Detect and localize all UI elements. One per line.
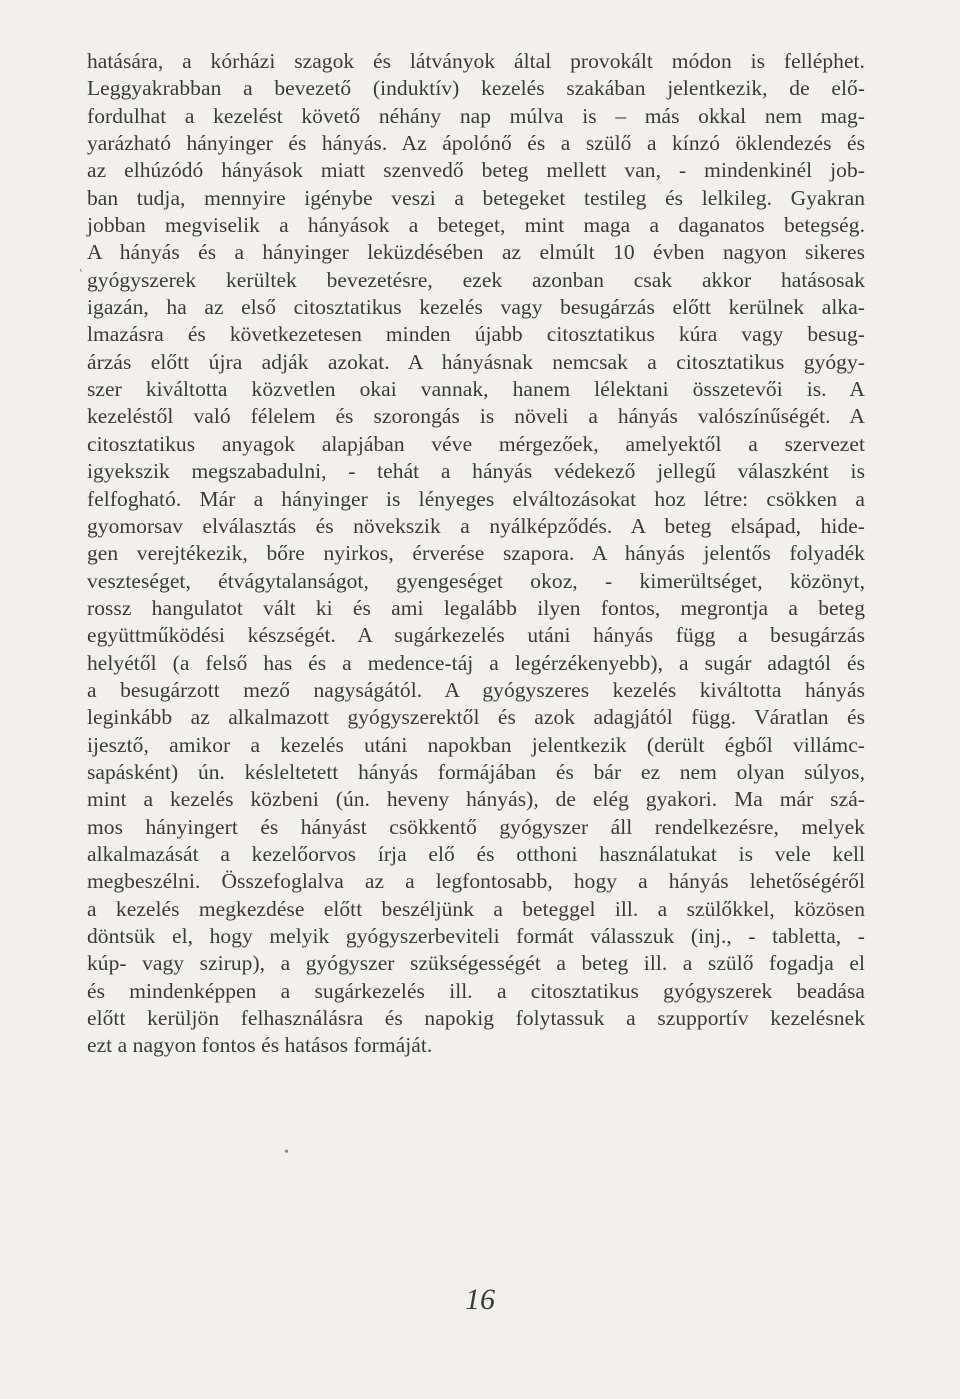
body-paragraph (87, 48, 865, 1060)
text-line: előtt kerüljön felhasználásra és napokig folytassuk a szupportív kezelésnek (87, 1006, 865, 1031)
text-line: hatására, a kórházi szagok és látványok által provokált módon is felléphet. (87, 49, 865, 73)
text-line: lmazásra és következetesen minden újabb citosztatikus kúra vagy besug- (87, 322, 865, 347)
text-line: gen verejtékezik, bőre nyirkos, érverése szapora. A hányás jelentős folyadék (87, 541, 865, 566)
text-line: felfogható. Már a hányinger is lényeges elváltozásokat hoz létre: csökken a (87, 486, 865, 511)
text-line: citosztatikus anyagok alapjában véve mérgezőek, amelyektől a szervezet (87, 431, 865, 456)
text-line: a kezelés megkezdése előtt beszéljünk a beteggel ill. a szülőkkel, közösen (87, 896, 865, 921)
text-line: az elhúzódó hányások miatt szenvedő beteg mellett van, - mindenkinél job- (87, 158, 865, 183)
text-line: kezeléstől való félelem és szorongás is növeli a hányás valószínűségét. A (87, 404, 865, 429)
text-line: igyekszik megszabadulni, - tehát a hányás védekező jellegű válaszként is (87, 459, 865, 484)
scan-speck: ˛ (79, 258, 84, 273)
text-line: sapásként) ún. késleltetett hányás formájában és bár ez nem olyan súlyos, (87, 759, 865, 784)
text-line: mos hányingert és hányást csökkentő gyógyszer áll rendelkezésre, melyek (87, 814, 865, 839)
text-line: rossz hangulatot vált ki és ami legalább ilyen fontos, megrontja a beteg (87, 595, 865, 620)
page-number: 16 (465, 1283, 495, 1316)
text-line: igazán, ha az első citosztatikus kezelés vagy besugárzás előtt kerülnek alka- (87, 295, 865, 320)
text-line-last: ezt a nagyon fontos és hatásos formáját. (87, 1033, 433, 1058)
text-line: leginkább az alkalmazott gyógyszerektől és azok adagjától függ. Váratlan és (87, 705, 865, 730)
text-line: megbeszélni. Összefoglalva az a legfontosabb, hogy a hányás lehetőségéről (87, 869, 865, 894)
text-line: kúp- vagy szirup), a gyógyszer szükségességét a beteg ill. a szülő fogadja el (87, 951, 865, 976)
scan-speck: • (284, 1145, 289, 1160)
text-line: Leggyakrabban a bevezető (induktív) kezelés szakában jelentkezik, de elő- (87, 76, 865, 101)
text-line: jobban megviselik a hányások a beteget, mint maga a daganatos betegség. (87, 213, 865, 238)
text-line: fordulhat a kezelést követő néhány nap múlva is – más okkal nem mag- (87, 103, 865, 128)
text-line: együttműködési készségét. A sugárkezelés utáni hányás függ a besugárzás (87, 623, 865, 648)
text-line: gyomorsav elválasztás és növekszik a nyálképződés. A beteg elsápad, hide- (87, 513, 865, 538)
text-line: yarázható hányinger és hányás. Az ápolónő és a szülő a kínzó öklendezés és (87, 131, 865, 156)
text-line: ban tudja, mennyire igénybe veszi a betegeket testileg és lelkileg. Gyakran (87, 185, 865, 210)
text-line: mint a kezelés közbeni (ún. heveny hányás), de elég gyakori. Ma már szá- (87, 787, 865, 812)
text-line: döntsük el, hogy melyik gyógyszerbeviteli formát válasszuk (inj., - tabletta, - (87, 924, 865, 948)
text-line: A hányás és a hányinger leküzdésében az elmúlt 10 évben nagyon sikeres (87, 240, 865, 265)
text-line: és mindenképpen a sugárkezelés ill. a citosztatikus gyógyszerek beadása (87, 978, 865, 1003)
text-line: a besugárzott mező nagyságától. A gyógyszeres kezelés kiváltotta hányás (87, 677, 865, 702)
text-line: helyétől (a felső has és a medence-táj a legérzékenyebb), a sugár adagtól és (87, 650, 865, 675)
text-line: szer kiváltotta közvetlen okai vannak, hanem lélektani összetevői is. A (87, 377, 865, 402)
text-line: gyógyszerek kerültek bevezetésre, ezek azonban csak akkor hatásosak (87, 267, 865, 292)
text-line: veszteséget, étvágytalanságot, gyengeséget okoz, - kimerültséget, közönyt, (87, 568, 865, 593)
text-line: alkalmazását a kezelőorvos írja elő és otthoni használatukat is vele kell (87, 841, 865, 866)
text-line: ijesztő, amikor a kezelés utáni napokban jelentkezik (derült égből villámc- (87, 732, 865, 757)
text-line: árzás előtt újra adják azokat. A hányásnak nemcsak a citosztatikus gyógy- (87, 349, 865, 374)
